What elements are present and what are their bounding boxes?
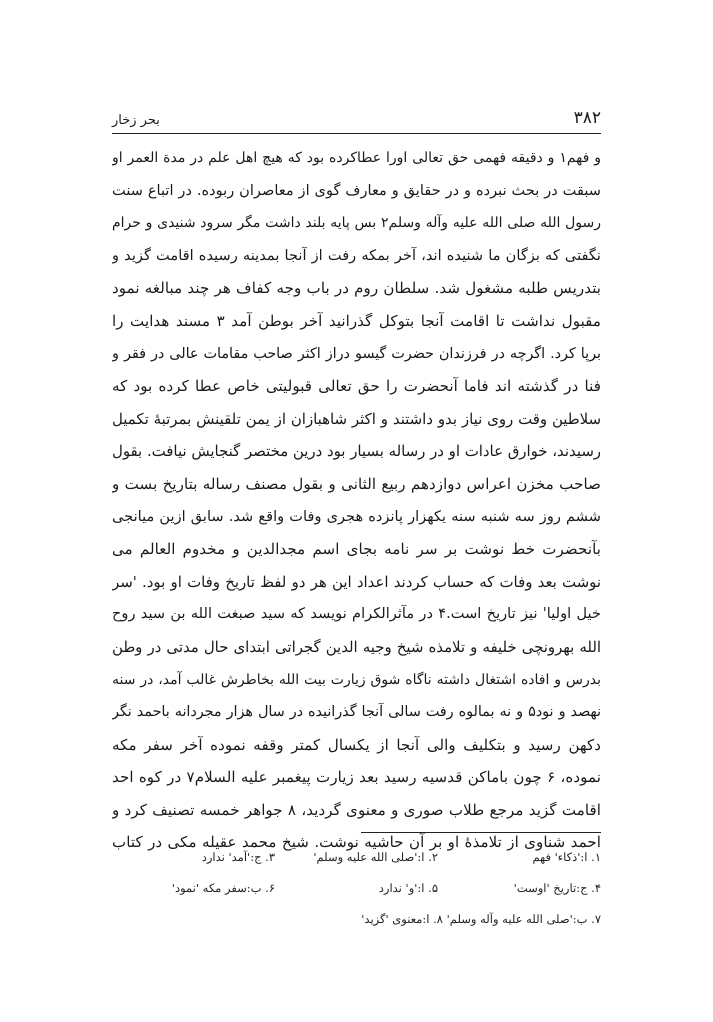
footnote-row: [112, 873, 601, 904]
text-line: فنا در گذشته اند فاما آنحضرت را حق تعالی قبولیتی خاص عطا کرده بود که: [112, 377, 601, 396]
footnote: ۵. ا:'و' ندارد: [378, 881, 438, 895]
footnote-rule: [361, 832, 601, 833]
footnote-row: [112, 842, 601, 873]
footnotes: [112, 842, 601, 935]
footnote: ۴. ج:تاریخ 'اوست': [513, 881, 601, 895]
text-line: خیل اولیا' نیز تاریخ است.۴ در مآثرالکرام نویسد که سید صبغت الله بن سید روح: [112, 605, 601, 623]
text-line: ششم روز سه شنبه سنه یکهزار پانزده هجری وفات واقع شد. سابق ازین میانجی: [112, 507, 601, 525]
text-line: رسیدند، خوارق عادات او در رساله بسیار بود درین مختصر گنجایش نیافت. بقول: [112, 442, 601, 461]
text-line: و فهم۱ و دقیقه فهمی حق تعالی اورا عطاکرده بود که هیچ اهل علم در مدة العمر او: [112, 150, 601, 166]
body-text: [112, 142, 601, 859]
text-line: رسول الله صلی الله علیه وآله وسلم۲ بس پایه بلند داشت مگر سرود شنیدی و حرام: [112, 215, 601, 232]
footnote: ۷. ب:'صلی الله علیه وآله وسلم' ۸. ا:معنوی 'گزید': [361, 912, 601, 926]
text-line: صاحب مخزن اعراس دوازدهم ربیع الثانی و بقول مصنف رساله بتاریخ بست و: [112, 474, 601, 493]
header-rule: [112, 133, 601, 134]
footnote: ۳. ج:'آمد' ندارد: [201, 850, 275, 864]
header-title: بحر زخار: [112, 113, 160, 128]
page-number: ۳۸۲: [573, 108, 601, 128]
text-line: نموده، ۶ چون باماکن قدسیه رسید بعد زیارت پیغمبر علیه السلام۷ در کوه احد: [112, 768, 601, 787]
footnote: ۲. ا:'صلی الله علیه وسلم': [313, 850, 438, 864]
text-line: دکهن رسید و بتکلیف والی آنجا از یکسال کمتر وقفه نموده آخر سفر مکه: [112, 735, 601, 754]
text-line: مقبول نداشت تا اقامت آنجا بتوکل گذرانید آخر بوطن آمد ۳ مسند هدایت را: [112, 311, 601, 330]
text-line: احمد شناوی از تلامذهٔ او بر آن حاشیه نوشت. شیخ محمد عقیله مکی در کتاب: [112, 833, 601, 852]
text-line: نوشت بعد وفات که حساب کردند اعداد این هر دو لفظ تاریخ وفات او بود. 'سر: [112, 572, 601, 591]
text-line: نگفتی که بزگان ما شنیده اند، آخر بمکه رفت از آنجا بمدینه رسیده اقامت گزید و: [112, 246, 601, 264]
text-line: برپا کرد. اگرچه در فرزندان حضرت گیسو دراز اکثر صاحب مقامات عالی در فقر و: [112, 345, 601, 362]
text-line: نهصد و نود۵ و نه بمالوه رفت سالی آنجا گذرانیده در سال هزار مجردانه باحمد نگر: [112, 704, 601, 721]
footnote-row: [112, 904, 601, 935]
text-line: اقامت گزید مرجع طلاب صوری و معنوی گردید، ۸ جواهر خمسه تصنیف کرد و: [112, 800, 601, 819]
running-header: [112, 106, 601, 128]
text-line: بدرس و افاده اشتغال داشته ناگاه شوق زیارت بیت الله بخاطرش غالب آمد، در سنه: [112, 671, 601, 688]
footnote: ۶. ب:سفر مکه 'نمود': [171, 881, 275, 895]
text-line: بتدریس طلبه مشغول شد. سلطان روم در باب وجه کفاف هر چند مبالغه نمود: [112, 279, 601, 298]
text-line: سلاطین وقت روی نیاز بدو داشتند و اکثر شاهبازان از یمن تلقینش بمرتبهٔ تکمیل: [112, 409, 601, 428]
text-line: بآنحضرت خط نوشت بر سر نامه بجای اسم مجدالدین و مخدوم العالم می: [112, 540, 601, 559]
footnote: ۱. ا:'ذکاء' فهم: [532, 850, 601, 864]
text-line: الله بهرونچی خلیفه و تلامذه شیخ وجیه الدین گجراتی ابتدای حال مدتی در وطن: [112, 637, 601, 656]
text-line: سبقت در بحث نبرده و در حقایق و معارف گوی از معاصران ربوده. در اتباع سنت: [112, 181, 601, 199]
